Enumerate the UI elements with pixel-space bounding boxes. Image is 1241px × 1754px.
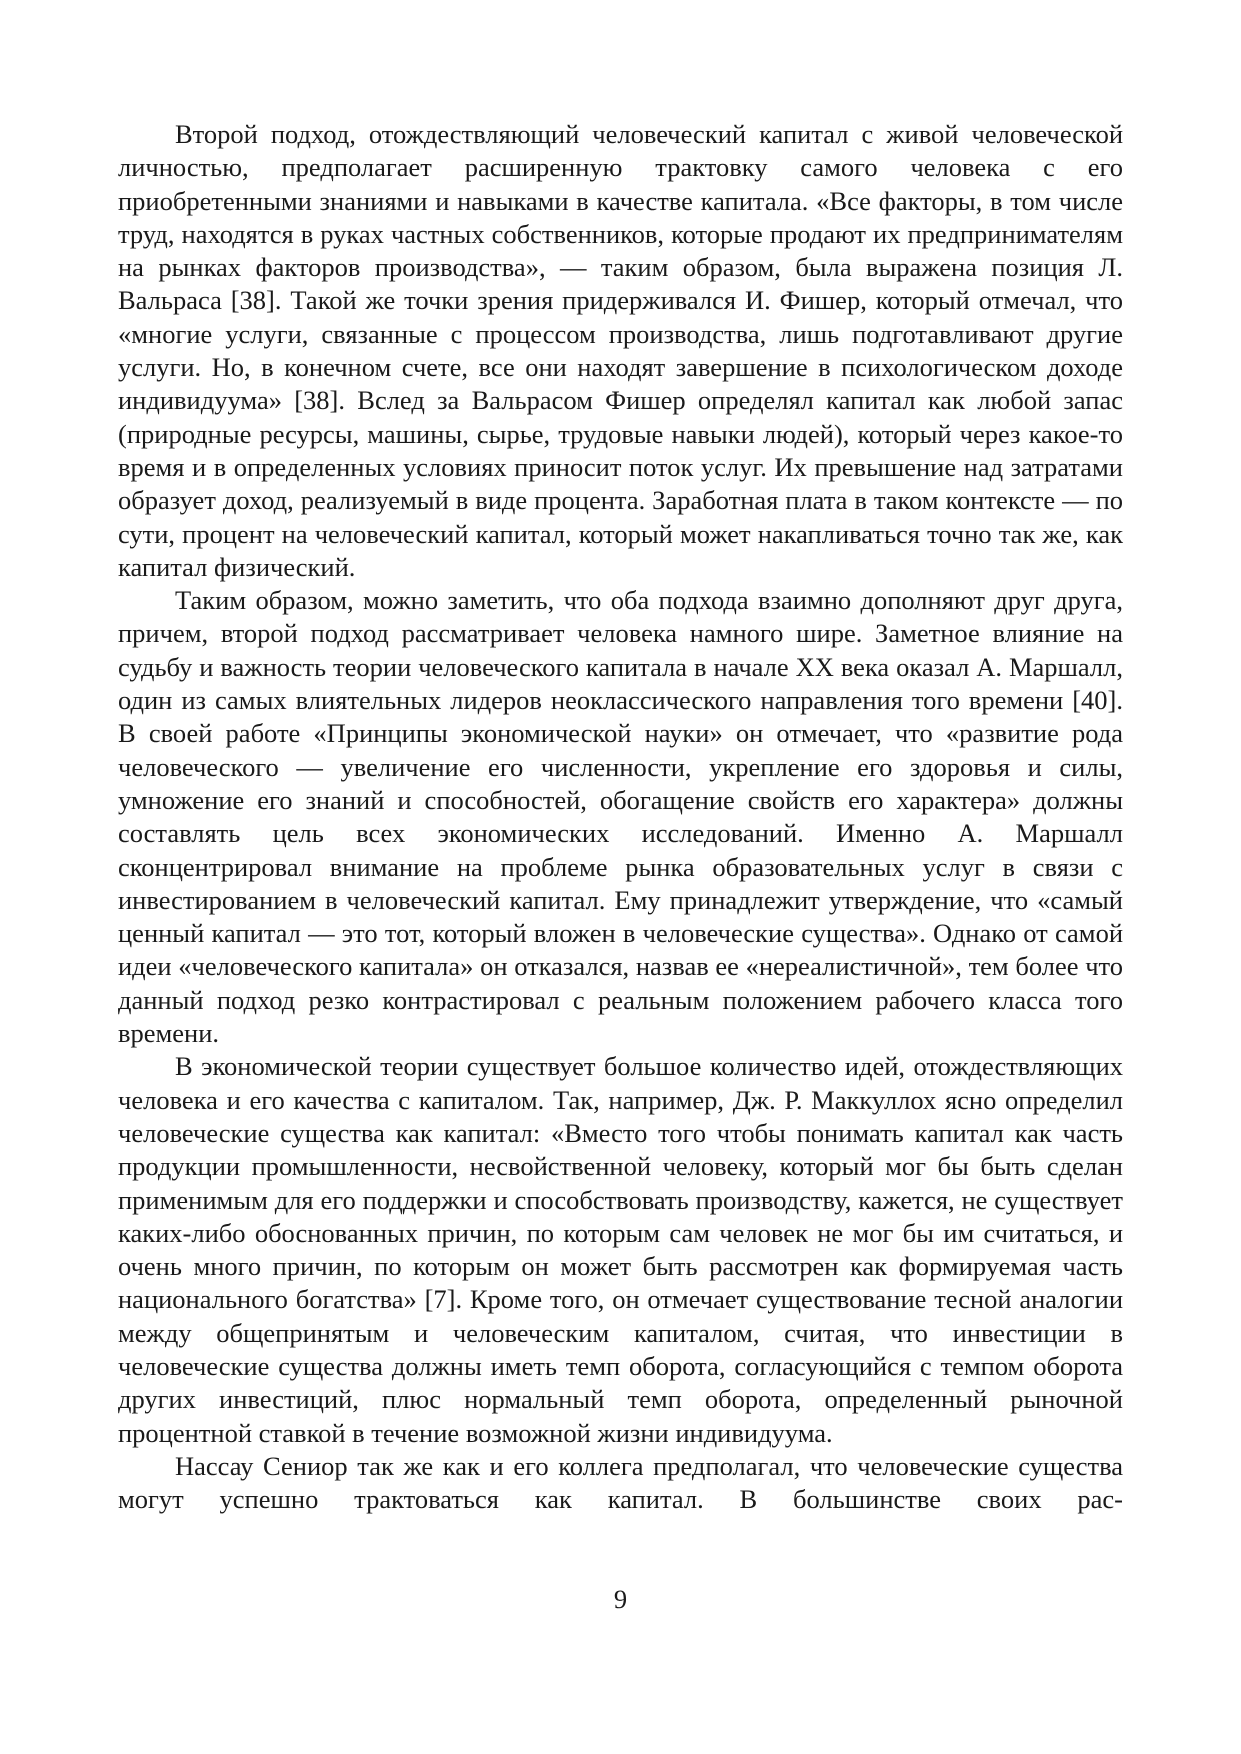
page-body bbox=[118, 118, 1123, 1516]
page-number: 9 bbox=[613, 1584, 628, 1614]
paragraph-2: Таким образом, можно заметить, что оба подхода взаимно дополняют друг друга, причем, второй подход рассматривает человека намного шире. Заметное влияние на судьбу и важность теории человеческого капитала в начале XX века оказал А. Маршалл, один из самых влиятельных лидеров неоклассического направления того времени [40]. В своей работе «Принципы экономической науки» он отмечает, что «развитие рода человеческого — увеличение его численности, укрепление его здоровья и силы, умножение его знаний и способностей, обогащение свойств его характера» должны составлять цель всех экономических исследований. Именно А. Маршалл сконцентрировал внимание на проблеме рынка образовательных услуг в связи с инвестированием в человеческий капитал. Ему принадлежит утверждение, что «самый ценный капитал — это тот, который вложен в человеческие существа». Однако от самой идеи «человеческого капитала» он отказался, назвав ее «нереалистичной», тем более что данный подход резко контрастировал с реальным положением рабочего класса того времени. bbox=[118, 585, 1123, 1049]
paragraph-3: В экономической теории существует большое количество идей, отождествляющих человека и его качества с капиталом. Так, например, Дж. Р. Маккуллох ясно определил человеческие существа как капитал: «Вместо того чтобы понимать капитал как часть продукции промышленности, несвойственной человеку, который мог бы быть сделан применимым для его поддержки и способствовать производству, кажется, не существует каких-либо обоснованных причин, по которым сам человек не мог бы им считаться, и очень много причин, по которым он может быть рассмотрен как формируемая часть национального богатства» [7]. Кроме того, он отмечает существование тесной аналогии между общепринятым и человеческим капиталом, считая, что инвестиции в человеческие существа должны иметь темп оборота, согласующийся с темпом оборота других инвестиций, плюс нормальный темп оборота, определенный рыночной процентной ставкой в течение возможной жизни индивидуума. bbox=[118, 1051, 1123, 1448]
paragraph-1: Второй подход, отождествляющий человеческий капитал с живой человеческой личностью, предполагает расширенную трактовку самого человека с его приобретенными знаниями и навыками в качестве капитала. «Все факторы, в том числе труд, находятся в руках частных собственников, которые продают их предпринимателям на рынках факторов производства», — таким образом, была выражена позиция Л. Вальраса [38]. Такой же точки зрения придерживался И. Фишер, который отмечал, что «многие услуги, связанные с процессом производства, лишь подготавливают другие услуги. Но, в конечном счете, все они находят завершение в психологическом доходе индивидуума» [38]. Вслед за Вальрасом Фишер определял капитал как любой запас (природные ресурсы, машины, сырье, трудовые навыки людей), который через какое-то время и в определенных условиях приносит поток услуг. Их превышение над затратами образует доход, реализуемый в виде процента. Заработная плата в таком контексте — по сути, процент на человеческий капитал, который может накапливаться точно так же, как капитал физический. bbox=[118, 119, 1123, 582]
paragraph-4: Нассау Сениор так же как и его коллега предполагал, что человеческие существа могут успешно трактоваться как капитал. В большинстве своих рас- bbox=[118, 1450, 1123, 1515]
